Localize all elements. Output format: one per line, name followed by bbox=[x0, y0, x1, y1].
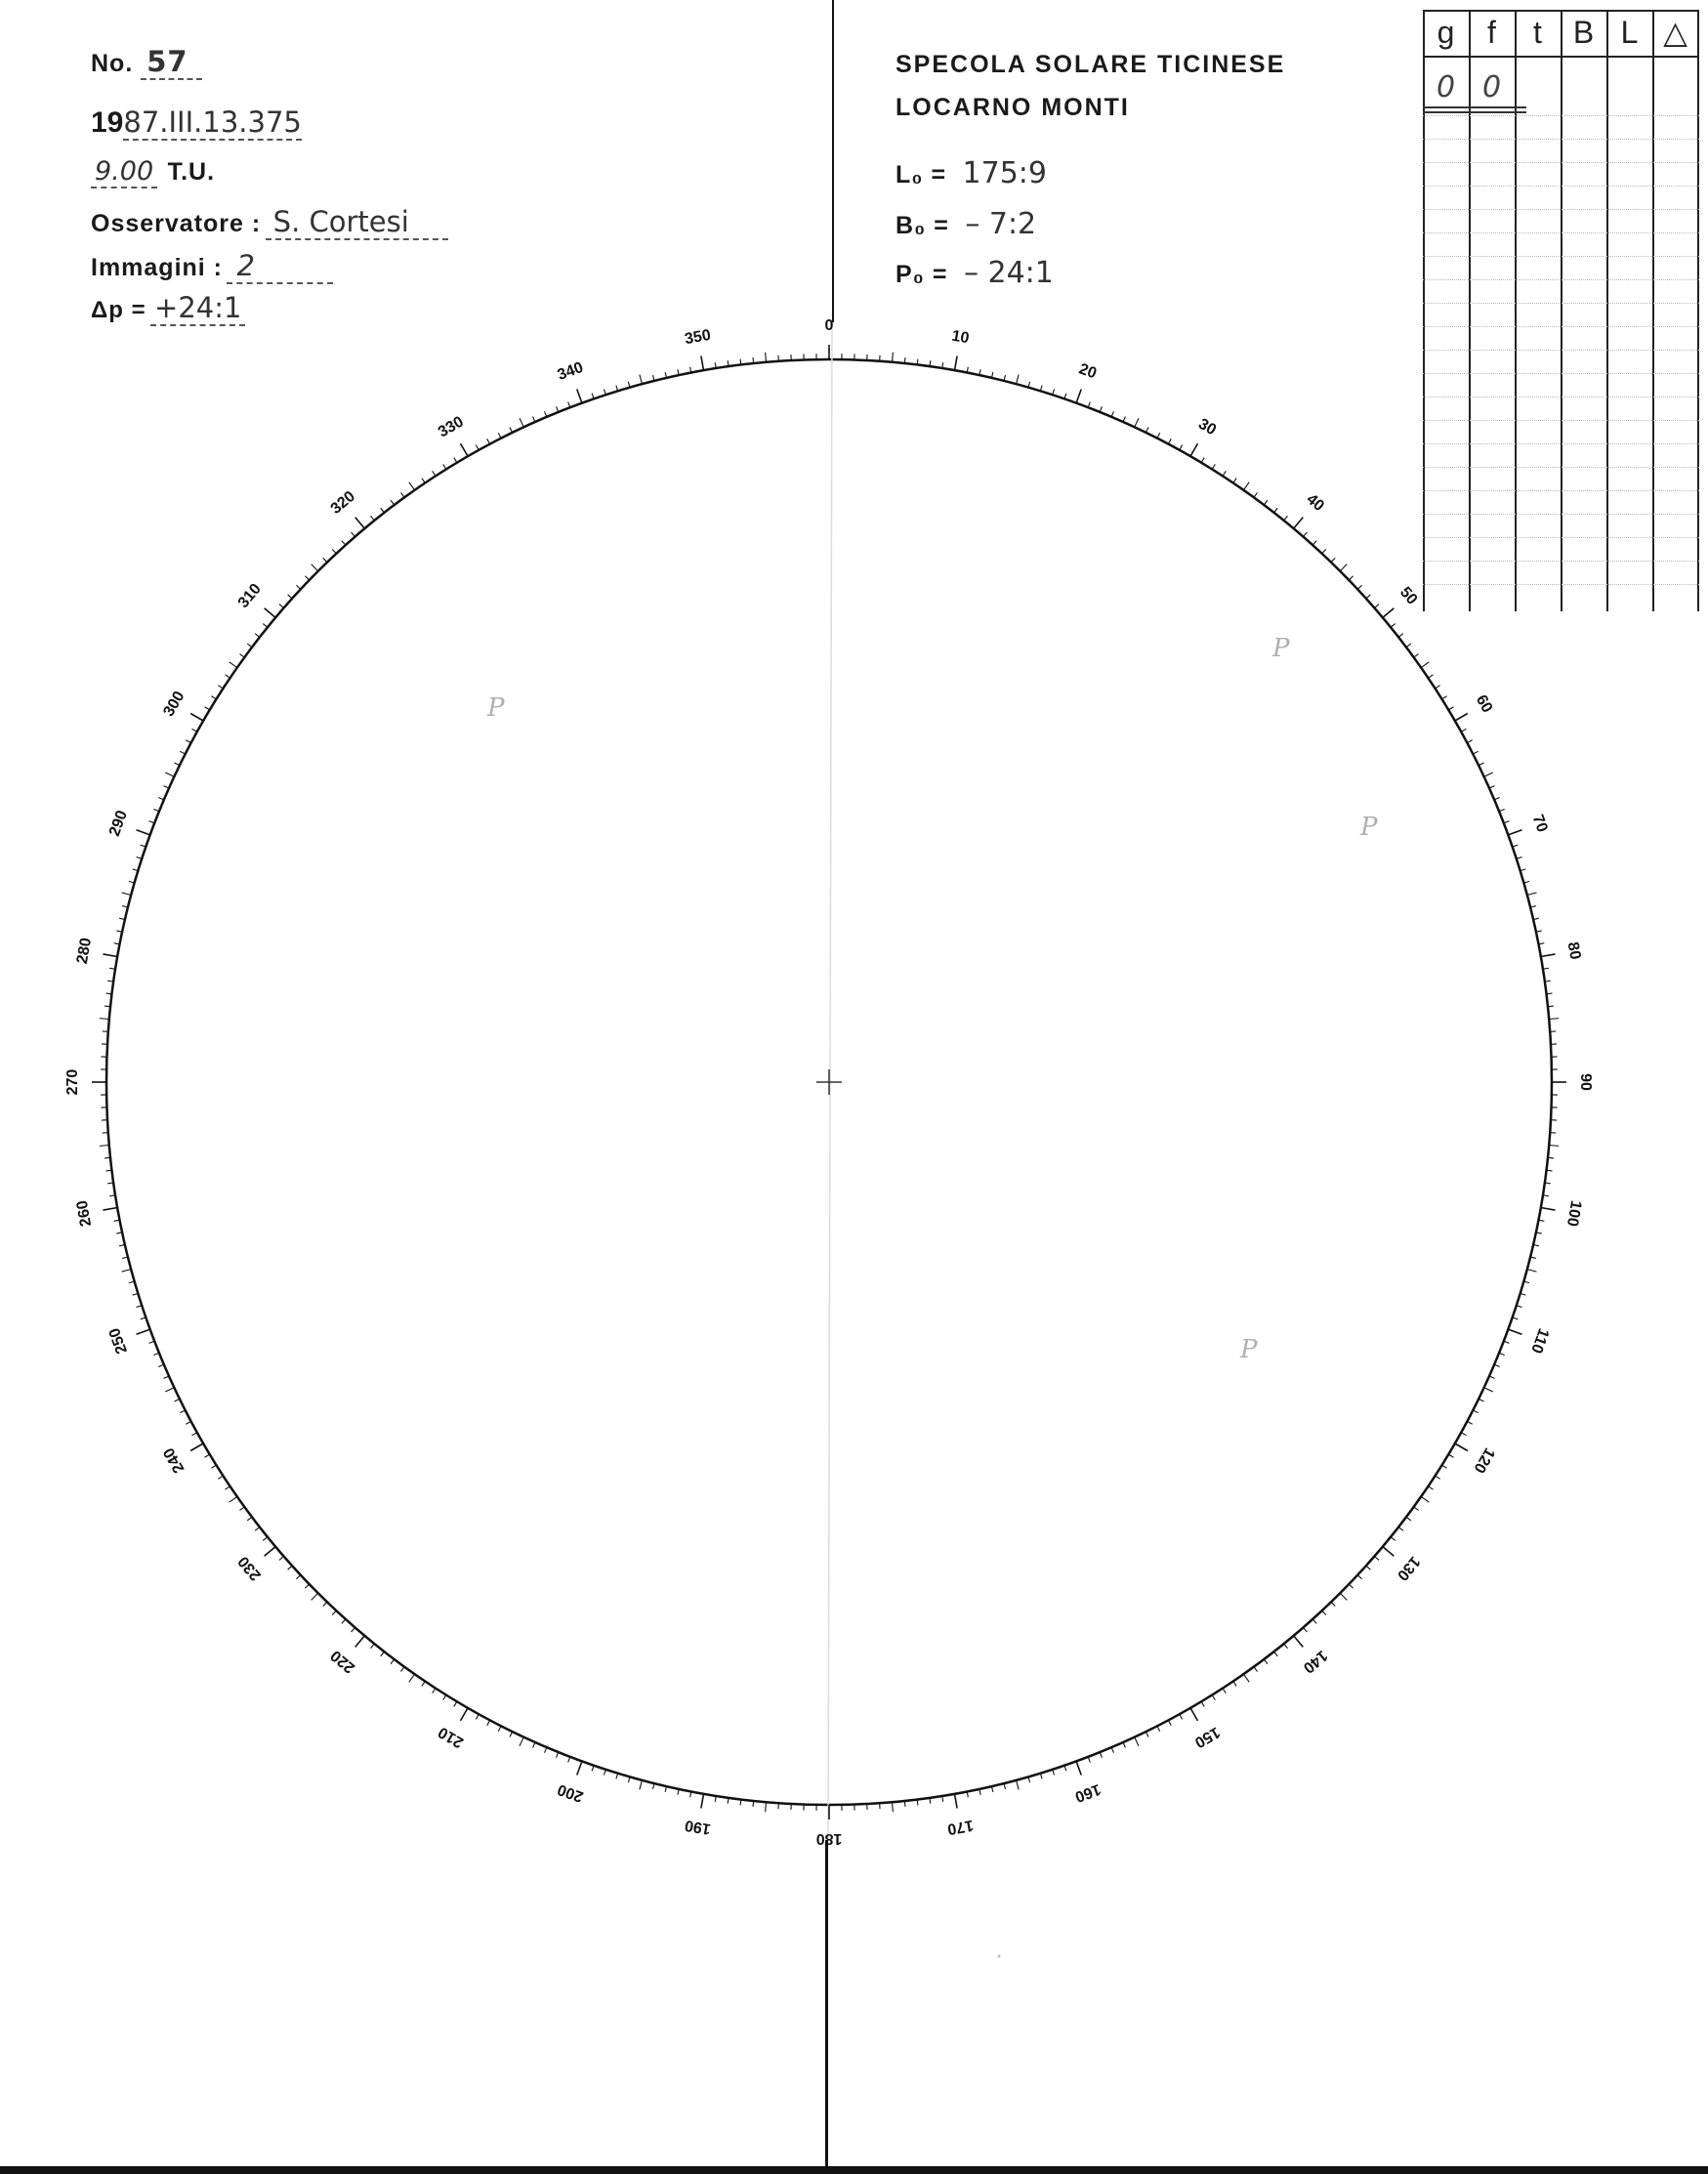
degree-tick bbox=[1254, 492, 1258, 497]
degree-tick bbox=[190, 714, 203, 722]
degree-tick bbox=[1303, 532, 1307, 537]
number-label: No. bbox=[91, 50, 134, 77]
degree-tick bbox=[740, 1799, 741, 1805]
p0-label: P₀ = bbox=[896, 261, 948, 288]
degree-label-100: 100 bbox=[1562, 1198, 1585, 1229]
degree-label-180: 180 bbox=[815, 1829, 843, 1847]
degree-tick bbox=[1442, 1465, 1447, 1468]
degree-tick bbox=[443, 1695, 446, 1700]
degree-tick bbox=[279, 605, 284, 608]
degree-tick bbox=[1548, 1006, 1554, 1007]
degree-tick bbox=[103, 1208, 117, 1211]
degree-tick bbox=[1294, 1636, 1304, 1647]
degree-tick bbox=[288, 595, 292, 599]
degree-tick bbox=[186, 1421, 190, 1424]
degree-label-190: 190 bbox=[683, 1816, 713, 1838]
degree-label-120: 120 bbox=[1470, 1444, 1498, 1476]
degree-tick bbox=[323, 1602, 327, 1606]
degree-tick bbox=[180, 751, 185, 754]
degree-tick bbox=[247, 644, 252, 648]
degree-tick bbox=[1017, 375, 1020, 385]
date-value: 87.III.13.375 bbox=[123, 105, 302, 139]
degree-tick bbox=[1406, 644, 1411, 648]
degree-tick bbox=[192, 1433, 197, 1436]
degree-label-160: 160 bbox=[1072, 1780, 1104, 1806]
degree-tick bbox=[1549, 1146, 1559, 1147]
degree-tick bbox=[122, 893, 132, 896]
degree-tick bbox=[100, 1146, 109, 1147]
degree-tick bbox=[577, 1761, 582, 1775]
degree-tick bbox=[1391, 1537, 1396, 1541]
degree-tick bbox=[753, 357, 754, 363]
degree-tick bbox=[1546, 993, 1552, 994]
observer-label: Osservatore : bbox=[91, 210, 262, 237]
degree-tick bbox=[1212, 464, 1215, 469]
degree-tick bbox=[106, 1170, 112, 1171]
degree-tick bbox=[401, 1667, 405, 1672]
degree-tick bbox=[1349, 1584, 1353, 1588]
degree-tick bbox=[443, 464, 446, 469]
degree-tick bbox=[186, 740, 190, 743]
degree-tick bbox=[265, 1547, 275, 1557]
degree-tick bbox=[1398, 1527, 1403, 1531]
degree-tick bbox=[1414, 654, 1419, 658]
degree-tick bbox=[342, 1619, 346, 1623]
l0-label: L₀ = bbox=[896, 161, 947, 188]
degree-tick bbox=[917, 1799, 918, 1805]
degree-tick bbox=[381, 508, 385, 513]
degree-tick bbox=[381, 1651, 385, 1656]
observer-value: S. Cortesi bbox=[266, 205, 448, 240]
degree-tick bbox=[1406, 1517, 1411, 1521]
degree-tick bbox=[766, 353, 767, 362]
table-header-f: f bbox=[1487, 15, 1496, 50]
degree-tick bbox=[1508, 1329, 1521, 1334]
degree-tick bbox=[433, 471, 436, 476]
degree-tick bbox=[498, 1726, 501, 1731]
degree-tick bbox=[255, 634, 260, 638]
degree-tick bbox=[1374, 605, 1379, 608]
degree-tick bbox=[355, 1636, 365, 1647]
degree-tick bbox=[520, 1737, 523, 1746]
degree-tick bbox=[1331, 558, 1335, 562]
degree-tick bbox=[740, 359, 741, 365]
l0-value: 175:9 bbox=[962, 156, 1048, 190]
degree-tick bbox=[1428, 1486, 1433, 1489]
degree-tick bbox=[342, 541, 346, 545]
degree-tick bbox=[1190, 443, 1198, 456]
degree-tick bbox=[1168, 439, 1171, 443]
degree-tick bbox=[247, 1517, 252, 1521]
degree-tick bbox=[205, 707, 210, 710]
degree-tick bbox=[1146, 1732, 1148, 1736]
degree-label-60: 60 bbox=[1472, 691, 1496, 716]
degree-tick bbox=[904, 357, 905, 363]
degree-tick bbox=[1455, 1443, 1468, 1451]
degree-tick bbox=[175, 1399, 180, 1401]
degree-tick bbox=[476, 1714, 479, 1719]
degree-tick bbox=[1391, 624, 1396, 628]
degree-tick bbox=[753, 1801, 754, 1807]
degree-label-110: 110 bbox=[1527, 1325, 1552, 1356]
table-header-l: L bbox=[1620, 15, 1639, 50]
time-unit: T.U. bbox=[167, 158, 216, 186]
degree-tick bbox=[1312, 1619, 1316, 1623]
time-value: 9.00 bbox=[91, 156, 157, 188]
degree-tick bbox=[1243, 482, 1249, 490]
degree-tick bbox=[1461, 1433, 1466, 1436]
degree-tick bbox=[1180, 445, 1183, 450]
degree-tick bbox=[520, 418, 523, 427]
degree-tick bbox=[422, 479, 425, 483]
degree-tick bbox=[1340, 1593, 1347, 1600]
degree-tick bbox=[893, 1802, 894, 1812]
degree-label-210: 210 bbox=[436, 1723, 467, 1751]
degree-tick bbox=[1274, 1651, 1278, 1656]
pencil-mark: P bbox=[1360, 813, 1378, 842]
table-value-g: 0 bbox=[1436, 70, 1456, 105]
degree-tick bbox=[1190, 1708, 1198, 1721]
table-header-g: g bbox=[1437, 15, 1455, 50]
degree-label-90: 90 bbox=[1576, 1073, 1594, 1091]
degree-tick bbox=[192, 729, 197, 732]
degree-tick bbox=[487, 1720, 490, 1725]
degree-tick bbox=[1294, 518, 1304, 528]
degree-tick bbox=[893, 353, 894, 362]
degree-tick bbox=[1076, 1761, 1081, 1775]
degree-tick bbox=[1541, 954, 1556, 957]
degree-tick bbox=[1157, 433, 1160, 438]
delta-p-label: Δp = bbox=[91, 297, 146, 323]
degree-label-0: 0 bbox=[824, 317, 834, 335]
degree-tick bbox=[104, 1006, 110, 1007]
degree-tick bbox=[391, 1659, 395, 1664]
degree-tick bbox=[1322, 1610, 1326, 1614]
degree-tick bbox=[1421, 662, 1429, 668]
degree-tick bbox=[1233, 1681, 1236, 1686]
b0-value: – 7:2 bbox=[965, 207, 1037, 241]
degree-tick bbox=[332, 1610, 336, 1614]
degree-tick bbox=[104, 1157, 110, 1158]
degree-tick bbox=[409, 482, 415, 490]
degree-tick bbox=[1243, 1674, 1249, 1682]
degree-label-310: 310 bbox=[234, 580, 265, 612]
p0-value: – 24:1 bbox=[963, 256, 1054, 290]
degree-tick bbox=[1146, 428, 1148, 433]
degree-tick bbox=[1436, 686, 1440, 689]
pencil-mark: P bbox=[487, 693, 505, 723]
number-value: 57 bbox=[141, 45, 201, 80]
degree-tick bbox=[1428, 675, 1433, 678]
pencil-mark: P bbox=[1272, 634, 1290, 663]
degree-label-170: 170 bbox=[945, 1816, 976, 1838]
degree-tick bbox=[955, 1794, 958, 1809]
degree-label-230: 230 bbox=[234, 1552, 265, 1584]
degree-label-140: 140 bbox=[1299, 1647, 1331, 1677]
degree-label-300: 300 bbox=[160, 689, 188, 720]
degree-tick bbox=[1461, 729, 1466, 732]
institution-line-2: LOCARNO MONTI bbox=[896, 94, 1130, 121]
degree-label-40: 40 bbox=[1303, 490, 1327, 516]
degree-tick bbox=[255, 1527, 260, 1531]
degree-tick bbox=[205, 1454, 210, 1457]
institution-line-1: SPECOLA SOLARE TICINESE bbox=[896, 51, 1286, 78]
degree-tick bbox=[229, 662, 237, 668]
degree-tick bbox=[190, 1443, 203, 1451]
degree-tick bbox=[1484, 773, 1493, 776]
degree-tick bbox=[1527, 1270, 1537, 1273]
degree-tick bbox=[1357, 1575, 1361, 1579]
degree-tick bbox=[1201, 1701, 1204, 1706]
degree-tick bbox=[279, 1556, 284, 1560]
degree-tick bbox=[461, 443, 469, 456]
degree-tick bbox=[1135, 418, 1139, 427]
degree-label-30: 30 bbox=[1195, 415, 1220, 439]
degree-tick bbox=[1076, 390, 1081, 403]
degree-tick bbox=[312, 1593, 318, 1600]
images-value: 2 bbox=[227, 249, 332, 284]
degree-label-220: 220 bbox=[327, 1647, 359, 1677]
degree-tick bbox=[917, 359, 918, 365]
degree-tick bbox=[1473, 1410, 1478, 1413]
degree-tick bbox=[371, 1644, 375, 1649]
degree-tick bbox=[122, 1270, 132, 1273]
degree-label-350: 350 bbox=[683, 326, 713, 349]
degree-tick bbox=[1233, 479, 1236, 483]
degree-tick bbox=[288, 1566, 292, 1569]
degree-tick bbox=[1223, 471, 1226, 476]
images-label: Immagini : bbox=[91, 254, 224, 281]
degree-tick bbox=[1549, 1019, 1559, 1020]
degree-tick bbox=[352, 532, 355, 537]
degree-tick bbox=[454, 458, 457, 463]
degree-tick bbox=[1312, 541, 1316, 545]
degree-tick bbox=[1479, 1399, 1483, 1401]
degree-tick bbox=[1331, 1602, 1335, 1606]
degree-tick bbox=[1414, 1507, 1419, 1511]
degree-tick bbox=[165, 773, 174, 776]
degree-tick bbox=[1340, 564, 1347, 571]
degree-tick bbox=[640, 1780, 643, 1790]
degree-tick bbox=[1357, 585, 1361, 589]
degree-tick bbox=[1398, 634, 1403, 638]
degree-tick bbox=[1180, 1714, 1183, 1719]
degree-tick bbox=[476, 445, 479, 450]
degree-tick bbox=[701, 355, 704, 370]
degree-tick bbox=[1508, 830, 1521, 835]
degree-tick bbox=[433, 1689, 436, 1693]
degree-tick bbox=[323, 558, 327, 562]
degree-tick bbox=[1212, 1695, 1215, 1700]
degree-tick bbox=[332, 549, 336, 553]
degree-tick bbox=[352, 1627, 355, 1632]
degree-tick bbox=[1157, 1726, 1160, 1731]
degree-tick bbox=[701, 1794, 704, 1809]
degree-tick bbox=[1349, 576, 1353, 580]
degree-tick bbox=[391, 500, 395, 505]
degree-tick bbox=[1548, 1157, 1554, 1158]
pencil-marks bbox=[486, 634, 1378, 1364]
degree-tick bbox=[1383, 608, 1394, 618]
degree-tick bbox=[1484, 1388, 1493, 1392]
degree-tick bbox=[1168, 1720, 1171, 1725]
degree-tick bbox=[766, 1802, 767, 1812]
degree-tick bbox=[211, 696, 216, 699]
degree-tick bbox=[1546, 1170, 1552, 1171]
degree-tick bbox=[263, 1537, 268, 1541]
stray-dot bbox=[998, 1955, 1001, 1958]
degree-tick bbox=[1223, 1689, 1226, 1693]
table-value-f: 0 bbox=[1481, 70, 1502, 105]
degree-tick bbox=[1448, 707, 1453, 710]
degree-label-50: 50 bbox=[1396, 584, 1421, 608]
degree-tick bbox=[296, 585, 300, 589]
degree-tick bbox=[1467, 1421, 1472, 1424]
degree-label-80: 80 bbox=[1563, 941, 1584, 961]
degree-tick bbox=[1473, 751, 1478, 754]
degree-tick bbox=[640, 375, 643, 385]
degree-label-340: 340 bbox=[555, 358, 586, 384]
degree-tick bbox=[100, 1019, 109, 1020]
degree-tick bbox=[1017, 1780, 1020, 1790]
degree-tick bbox=[305, 576, 309, 580]
delta-p-value: +24:1 bbox=[150, 291, 245, 326]
degree-tick bbox=[1467, 740, 1472, 743]
degree-tick bbox=[409, 1674, 415, 1682]
degree-label-330: 330 bbox=[436, 413, 467, 441]
degree-tick bbox=[229, 1496, 237, 1502]
degree-tick bbox=[498, 433, 501, 438]
degree-tick bbox=[226, 1486, 230, 1489]
table-header-delta: △ bbox=[1663, 15, 1687, 50]
degree-tick bbox=[577, 390, 582, 403]
degree-tick bbox=[904, 1801, 905, 1807]
table-header-b: B bbox=[1572, 15, 1595, 50]
degree-tick bbox=[371, 516, 375, 521]
degree-tick bbox=[1264, 500, 1268, 505]
degree-tick bbox=[265, 608, 275, 618]
degree-tick bbox=[263, 624, 268, 628]
degree-tick bbox=[239, 654, 244, 658]
degree-label-70: 70 bbox=[1528, 812, 1551, 835]
degree-tick bbox=[1135, 1737, 1139, 1746]
degree-tick bbox=[1374, 1556, 1379, 1560]
degree-tick bbox=[1442, 696, 1447, 699]
degree-tick bbox=[461, 1708, 469, 1721]
degree-tick bbox=[454, 1701, 457, 1706]
degree-label-150: 150 bbox=[1191, 1723, 1223, 1751]
degree-tick bbox=[1201, 458, 1204, 463]
degree-label-200: 200 bbox=[555, 1780, 586, 1806]
degree-label-260: 260 bbox=[73, 1198, 96, 1229]
degree-tick bbox=[218, 686, 223, 689]
pencil-mark: P bbox=[1240, 1335, 1258, 1364]
degree-tick bbox=[1284, 1644, 1288, 1649]
degree-tick bbox=[218, 1476, 223, 1479]
degree-tick bbox=[1264, 1659, 1268, 1664]
degree-tick bbox=[137, 1329, 150, 1334]
degree-tick bbox=[180, 1410, 185, 1413]
degree-tick bbox=[137, 830, 150, 835]
degree-tick bbox=[1541, 1208, 1556, 1211]
date-prefix: 19 bbox=[91, 106, 124, 139]
degree-label-290: 290 bbox=[105, 808, 131, 839]
degree-tick bbox=[1383, 1547, 1394, 1557]
degree-tick bbox=[1254, 1667, 1258, 1672]
degree-tick bbox=[1303, 1627, 1307, 1632]
degree-label-280: 280 bbox=[73, 936, 96, 966]
degree-tick bbox=[487, 439, 490, 443]
degree-tick bbox=[175, 763, 180, 766]
degree-tick bbox=[1284, 516, 1288, 521]
degree-tick bbox=[103, 954, 117, 957]
degree-tick bbox=[226, 675, 230, 678]
degree-label-320: 320 bbox=[327, 487, 359, 518]
degree-tick bbox=[422, 1681, 425, 1686]
degree-tick bbox=[296, 1575, 300, 1579]
degree-tick bbox=[305, 1584, 309, 1588]
degree-label-240: 240 bbox=[160, 1444, 188, 1476]
degree-label-250: 250 bbox=[105, 1325, 131, 1357]
degree-label-130: 130 bbox=[1394, 1552, 1424, 1584]
degree-tick bbox=[1322, 549, 1326, 553]
degree-tick bbox=[165, 1388, 174, 1392]
degree-tick bbox=[1527, 893, 1537, 896]
degree-tick bbox=[510, 1732, 513, 1736]
degree-tick bbox=[1421, 1496, 1429, 1502]
degree-tick bbox=[1455, 714, 1468, 722]
degree-tick bbox=[211, 1465, 216, 1468]
degree-tick bbox=[401, 492, 405, 497]
b0-label: B₀ = bbox=[896, 212, 949, 239]
degree-tick bbox=[1366, 595, 1370, 599]
degree-tick bbox=[510, 428, 513, 433]
degree-label-10: 10 bbox=[950, 327, 971, 348]
degree-tick bbox=[1366, 1566, 1370, 1569]
degree-tick bbox=[1448, 1454, 1453, 1457]
degree-tick bbox=[239, 1507, 244, 1511]
degree-tick bbox=[106, 993, 112, 994]
degree-label-20: 20 bbox=[1076, 360, 1100, 383]
degree-tick bbox=[1436, 1476, 1440, 1479]
table-header-t: t bbox=[1533, 15, 1542, 50]
degree-tick bbox=[955, 355, 958, 370]
degree-tick bbox=[312, 564, 318, 571]
degree-label-270: 270 bbox=[64, 1068, 82, 1096]
degree-tick bbox=[1479, 763, 1483, 766]
degree-tick bbox=[1274, 508, 1278, 513]
degree-tick bbox=[355, 518, 365, 528]
